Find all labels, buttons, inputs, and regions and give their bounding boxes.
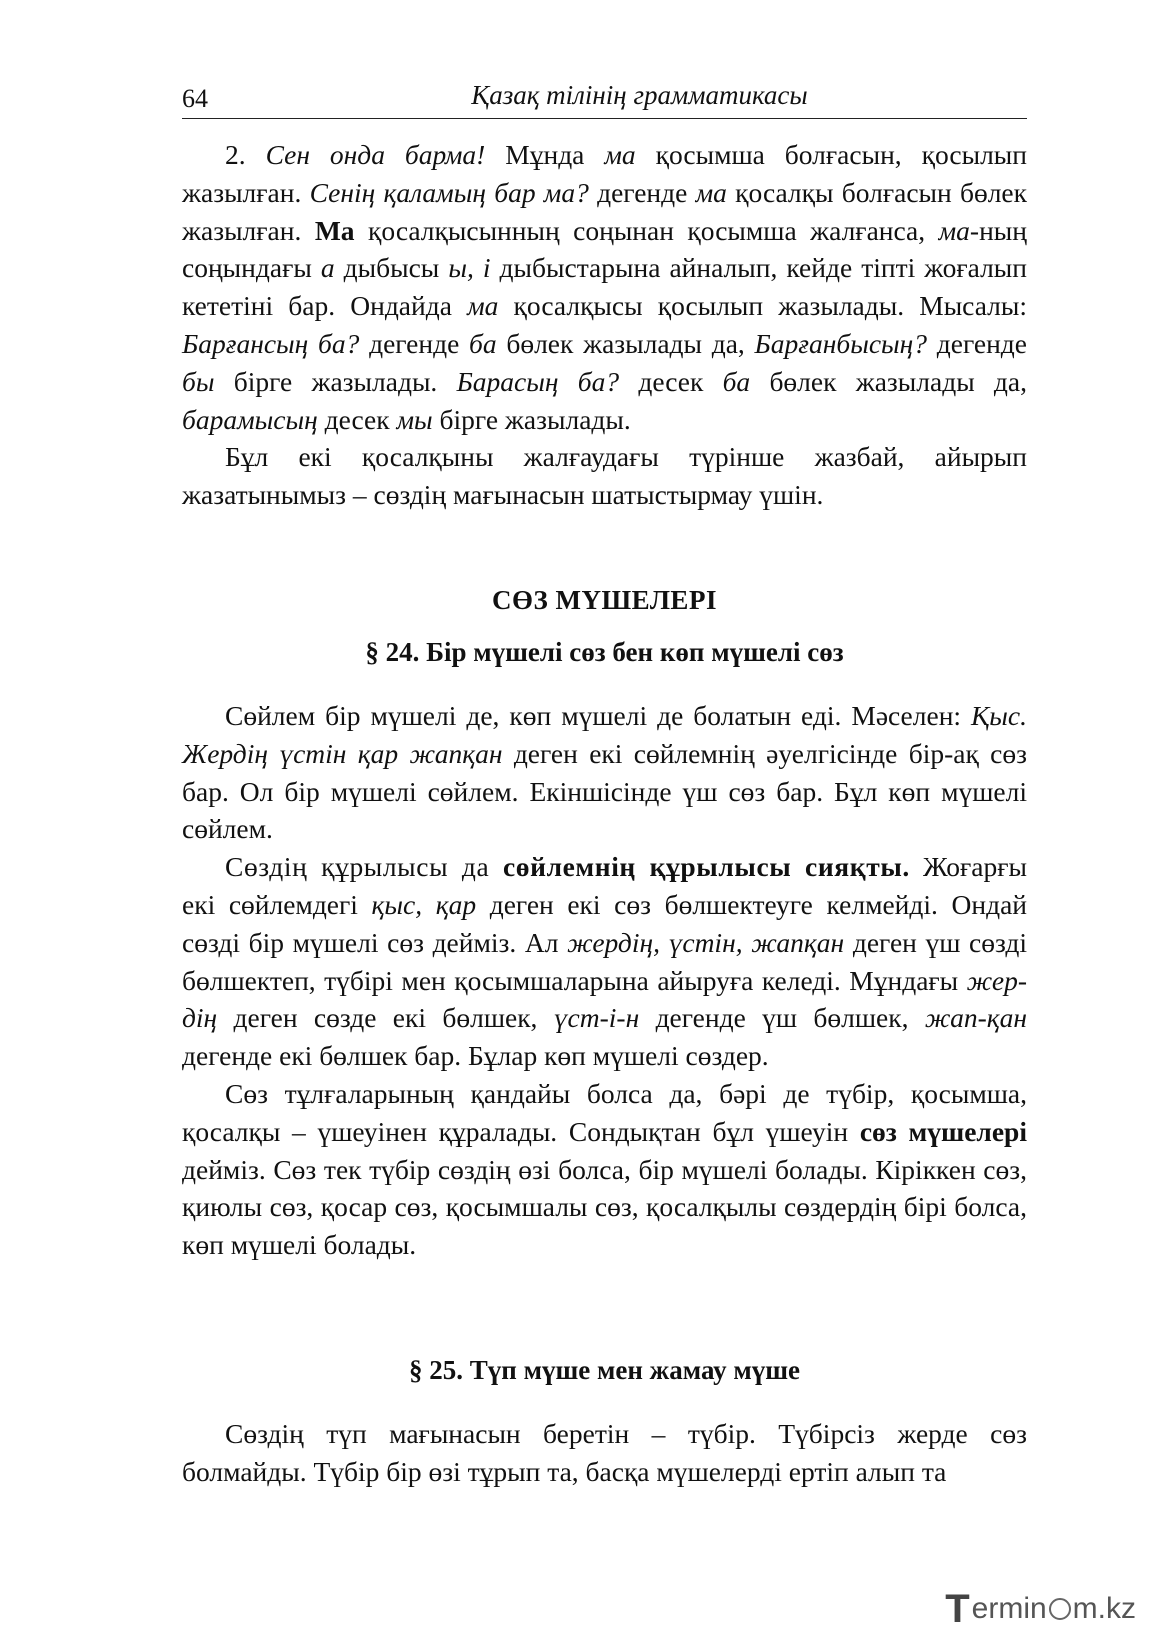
paragraph-example: 2. Сен онда барма! Мұнда ма қосымша болғасын, қосылып жазылған. Сенің қаламың бар ма? дегенде ма қосалқы болғасын бөлек жазылған. Ма қосалқысынның соңынан қосымша жалғанса, ма-ның соңындағы а дыбысы ы, і дыбыстарына айналып, кейде тіпті жоғалып кететіні бар. Ондайда ма қосалқысы қосылып жазылады. Мысалы: Барғансың ба? дегенде ба бөлек жазылады да, Барғанбысың? дегенде бы бірге жазылады. Барасың ба? десек ба бөлек жазылады да, барамысың десек мы бірге жазылады.: [182, 139, 1028, 435]
paragraph-root: Сөздің түп мағынасын беретін – түбір. Түбірсіз жерде сөз болмайды. Түбір бір өзі тұрып та, басқа мүшелерді ертіп алып та: [182, 1418, 1027, 1487]
watermark-part-b: m.kz: [1072, 1592, 1136, 1625]
paragraph-word-members: Сөз тұлғаларының қандайы болса да, бәрі де түбір, қосымша, қосалқы – үшеуінен құралады. Сондықтан бұл үшеуін сөз мүшелері дейміз. Сөз тек түбір сөздің өзі болса, бір мүшелі болады. Кіріккен сөз, қиюлы сөз, қосар сөз, қосымшалы сөз, қосалқылы сөздердің бірі болса, көп мүшелі болады.: [182, 1077, 1027, 1261]
paragraph-sentence: Сөйлем бір мүшелі де, көп мүшелі де болатын еді. Мәселен: Қыс. Жердің үстін қар жапқан деген екі сөйлемнің әуелгісінде бір-ақ сөз бар. Ол бір мүшелі сөйлем. Екіншісінде үш сөз бар. Бұл көп мүшелі сөйлем.: [182, 700, 1028, 845]
section-title: СӨЗ МҮШЕЛЕРІ: [492, 585, 717, 615]
paragraph-word-structure: Сөздің құрылысы да сөйлемнің құрылысы сияқты. Жоғарғы екі сөйлемдегі қыс, қар деген екі сөз бөлшектеуге келмейді. Ондай сөзді бір мүшелі сөз дейміз. Ал жердің, үстін, жапқан деген үш сөзді бөлшектеп, түбірі мен қосымшаларына айыруға келеді. Мұндағы жер-дің деген сөзде екі бөлшек, үст-і-н дегенде үш бөлшек, жап-қан дегенде екі бөлшек бар. Бұлар көп мүшелі сөздер.: [182, 851, 1028, 1072]
page-number: 64: [182, 84, 208, 113]
paragraph-24-title: § 24. Бір мүшелі сөз бен көп мүшелі сөз: [365, 637, 844, 667]
watermark-part-a: ermin: [971, 1592, 1047, 1625]
page-header: [182, 78, 1027, 119]
running-title: Қазақ тілінің грамматикасы: [471, 80, 808, 110]
text-block-top: [182, 136, 1027, 514]
watermark-t: T: [945, 1586, 970, 1631]
watermark-logo: [945, 1586, 1136, 1631]
watermark-circle-icon: [1049, 1598, 1071, 1620]
paragraph-25-title: § 25. Түп мүше мен жамау мүше: [409, 1355, 800, 1385]
paragraph-reason: Бұл екі қосалқыны жалғаудағы түрінше жазбай, айырып жазатынымыз – сөздің мағынасын шатыстырмау үшін.: [182, 441, 1027, 511]
text-block-25: [182, 1415, 1027, 1491]
text-block-24: [182, 697, 1027, 1264]
